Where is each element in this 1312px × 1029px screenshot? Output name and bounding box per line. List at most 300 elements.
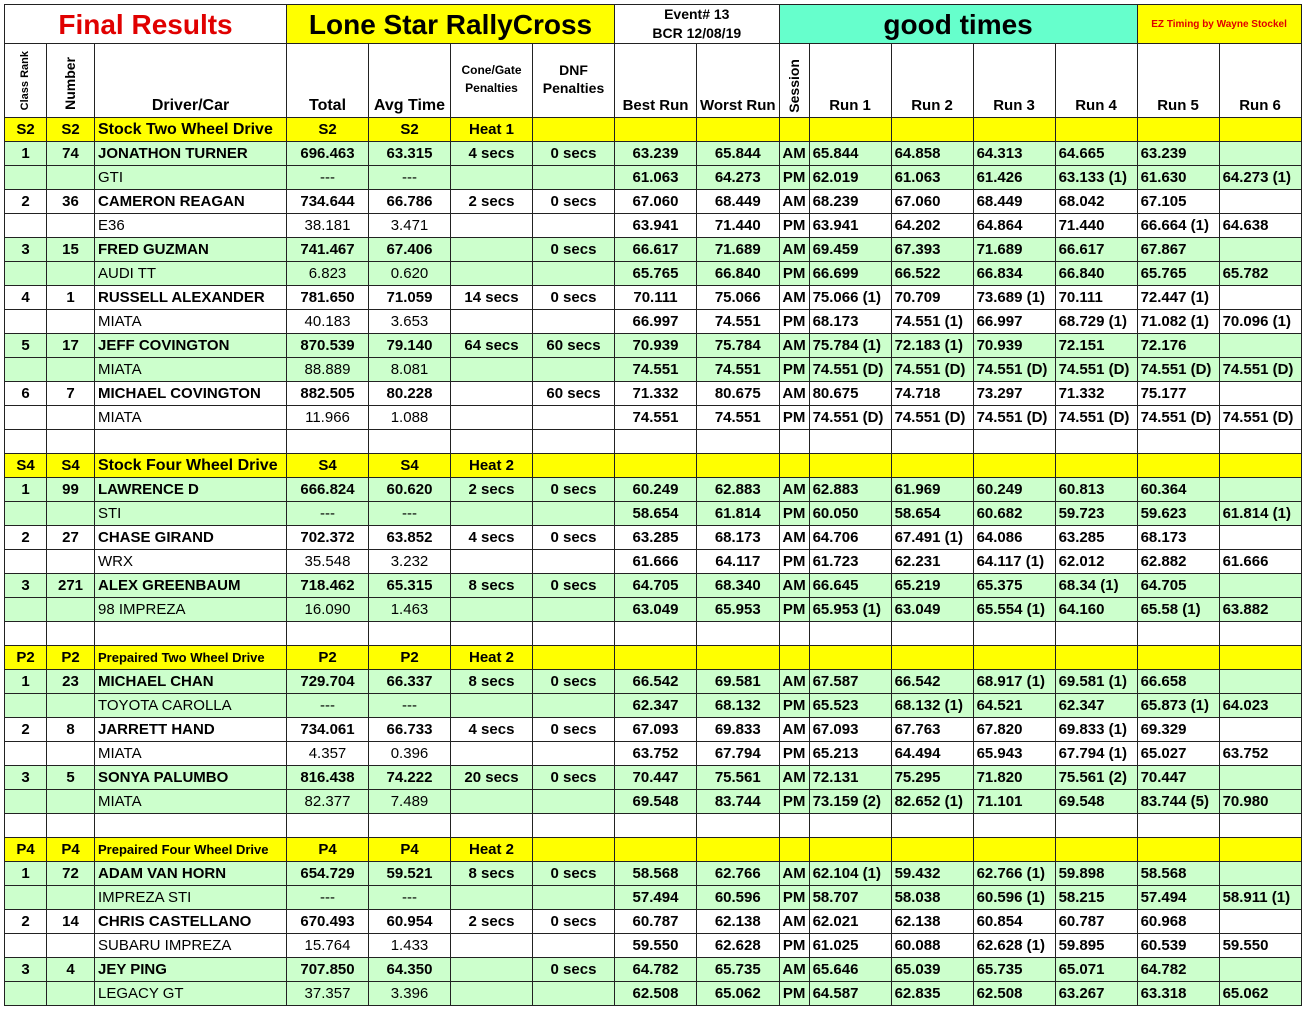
run-time: 64.160 <box>1055 598 1137 622</box>
driver-row <box>5 766 1302 790</box>
run-time <box>1219 238 1301 262</box>
run-time: 67.393 <box>891 238 973 262</box>
empty-cell <box>451 406 533 430</box>
best-run: 63.049 <box>615 598 697 622</box>
cone-penalties <box>451 238 533 262</box>
time-behind: --- <box>287 502 369 526</box>
total-time: 729.704 <box>287 670 369 694</box>
run-time: 61.426 <box>973 166 1055 190</box>
driver-name: CHRIS CASTELLANO <box>95 910 287 934</box>
avg-behind: --- <box>369 694 451 718</box>
run-time: 60.539 <box>1137 934 1219 958</box>
empty-cell <box>533 358 615 382</box>
empty-cell <box>5 430 47 454</box>
avg-behind: 1.433 <box>369 934 451 958</box>
run-time: 62.835 <box>891 982 973 1006</box>
best-run: 69.548 <box>615 790 697 814</box>
avg-time: 74.222 <box>369 766 451 790</box>
driver-row <box>5 910 1302 934</box>
avg-behind: 0.396 <box>369 742 451 766</box>
car-model: MIATA <box>95 310 287 334</box>
empty-cell <box>1219 118 1301 142</box>
empty-cell <box>809 118 891 142</box>
run-time <box>1219 526 1301 550</box>
empty-cell <box>533 550 615 574</box>
avg-time: 66.733 <box>369 718 451 742</box>
run-time: 63.267 <box>1055 982 1137 1006</box>
heat-label: Heat 2 <box>451 646 533 670</box>
worst-run: 80.675 <box>697 382 780 406</box>
worst-run: 71.689 <box>697 238 780 262</box>
best-run: 61.666 <box>615 550 697 574</box>
run-time: 80.675 <box>809 382 891 406</box>
run-time: 65.071 <box>1055 958 1137 982</box>
car-number: 271 <box>47 574 95 598</box>
car-model: E36 <box>95 214 287 238</box>
empty-cell <box>47 934 95 958</box>
run-time: 67.093 <box>809 718 891 742</box>
empty-cell <box>779 118 809 142</box>
heat-label: Heat 2 <box>451 454 533 478</box>
class-rank: 4 <box>5 286 47 310</box>
empty-cell <box>1055 454 1137 478</box>
worst-run: 62.766 <box>697 862 780 886</box>
worst-run: 69.833 <box>697 718 780 742</box>
run-time: 58.215 <box>1055 886 1137 910</box>
driver-row <box>5 574 1302 598</box>
class-rank: 6 <box>5 382 47 406</box>
run-time: 65.873 (1) <box>1137 694 1219 718</box>
session-pm: PM <box>779 214 809 238</box>
session-pm: PM <box>779 886 809 910</box>
run-time: 66.542 <box>891 670 973 694</box>
session-am: AM <box>779 526 809 550</box>
empty-cell <box>891 838 973 862</box>
car-number: 36 <box>47 190 95 214</box>
avg-behind: 0.620 <box>369 262 451 286</box>
run-time: 75.295 <box>891 766 973 790</box>
worst-run: 68.173 <box>697 526 780 550</box>
time-behind: 11.966 <box>287 406 369 430</box>
col-run-6: Run 6 <box>1219 44 1301 118</box>
empty-cell <box>533 622 615 646</box>
empty-cell <box>779 622 809 646</box>
class-code: S2 <box>5 118 47 142</box>
run-time: 67.060 <box>891 190 973 214</box>
session-am: AM <box>779 670 809 694</box>
run-time: 71.689 <box>973 238 1055 262</box>
run-time: 74.551 (D) <box>1219 358 1301 382</box>
session-am: AM <box>779 238 809 262</box>
session-pm: PM <box>779 358 809 382</box>
run-time: 69.459 <box>809 238 891 262</box>
driver-row <box>5 526 1302 550</box>
avg-behind: 1.463 <box>369 598 451 622</box>
run-time: 58.654 <box>891 502 973 526</box>
empty-cell <box>697 622 780 646</box>
car-row <box>5 502 1302 526</box>
session-am: AM <box>779 334 809 358</box>
total-time: 741.467 <box>287 238 369 262</box>
empty-cell <box>533 598 615 622</box>
run-time: 66.997 <box>973 310 1055 334</box>
avg-time: 66.337 <box>369 670 451 694</box>
empty-cell <box>451 166 533 190</box>
driver-name: SONYA PALUMBO <box>95 766 287 790</box>
car-number: 17 <box>47 334 95 358</box>
class-rank: 3 <box>5 766 47 790</box>
best-run: 70.939 <box>615 334 697 358</box>
run-time: 71.820 <box>973 766 1055 790</box>
empty-cell <box>533 430 615 454</box>
cone-gate-label: Cone/Gate Penalties <box>461 63 522 95</box>
run-time: 62.628 (1) <box>973 934 1055 958</box>
run-time: 70.939 <box>973 334 1055 358</box>
empty-cell <box>697 454 780 478</box>
empty-cell <box>1137 454 1219 478</box>
class-code: S4 <box>5 454 47 478</box>
best-run: 70.111 <box>615 286 697 310</box>
best-run: 66.617 <box>615 238 697 262</box>
empty-cell <box>533 934 615 958</box>
total-time: 707.850 <box>287 958 369 982</box>
run-time: 63.049 <box>891 598 973 622</box>
empty-cell <box>287 814 369 838</box>
empty-cell <box>1137 838 1219 862</box>
car-row <box>5 598 1302 622</box>
total-time: 654.729 <box>287 862 369 886</box>
col-cone-gate <box>451 44 533 118</box>
driver-name: CHASE GIRAND <box>95 526 287 550</box>
empty-cell <box>47 214 95 238</box>
dnf-penalties: 0 secs <box>533 574 615 598</box>
session-am: AM <box>779 574 809 598</box>
class-code: P2 <box>47 646 95 670</box>
run-time <box>1219 766 1301 790</box>
driver-row <box>5 478 1302 502</box>
worst-run: 75.066 <box>697 286 780 310</box>
driver-name: ADAM VAN HORN <box>95 862 287 886</box>
empty-cell <box>451 598 533 622</box>
run-time <box>1219 142 1301 166</box>
run-time: 64.782 <box>1137 958 1219 982</box>
dnf-penalties: 0 secs <box>533 718 615 742</box>
driver-name: JONATHON TURNER <box>95 142 287 166</box>
avg-time: 60.620 <box>369 478 451 502</box>
run-time: 60.088 <box>891 934 973 958</box>
empty-cell <box>779 814 809 838</box>
car-model: WRX <box>95 550 287 574</box>
run-time: 65.943 <box>973 742 1055 766</box>
car-number: 14 <box>47 910 95 934</box>
empty-cell <box>1137 622 1219 646</box>
empty-cell <box>451 550 533 574</box>
run-time: 74.551 (D) <box>1219 406 1301 430</box>
run-time: 62.508 <box>973 982 1055 1006</box>
empty-cell <box>5 262 47 286</box>
run-time: 67.105 <box>1137 190 1219 214</box>
avg-time: 66.786 <box>369 190 451 214</box>
run-time: 74.551 (D) <box>1055 358 1137 382</box>
time-behind: --- <box>287 694 369 718</box>
run-time: 70.980 <box>1219 790 1301 814</box>
car-model: MIATA <box>95 742 287 766</box>
car-row <box>5 790 1302 814</box>
total-time: 702.372 <box>287 526 369 550</box>
run-time: 68.132 (1) <box>891 694 973 718</box>
class-header-row <box>5 118 1302 142</box>
run-time: 61.025 <box>809 934 891 958</box>
car-model: MIATA <box>95 790 287 814</box>
avg-behind: 7.489 <box>369 790 451 814</box>
cone-penalties: 8 secs <box>451 574 533 598</box>
class-code: S4 <box>369 454 451 478</box>
total-time: 734.061 <box>287 718 369 742</box>
driver-row <box>5 190 1302 214</box>
empty-cell <box>809 814 891 838</box>
best-run: 74.551 <box>615 406 697 430</box>
cone-penalties: 64 secs <box>451 334 533 358</box>
time-behind: 4.357 <box>287 742 369 766</box>
class-code: P4 <box>5 838 47 862</box>
empty-cell <box>533 742 615 766</box>
empty-cell <box>779 838 809 862</box>
cone-penalties: 8 secs <box>451 862 533 886</box>
worst-run: 65.953 <box>697 598 780 622</box>
run-time: 74.551 (D) <box>973 358 1055 382</box>
car-model: MIATA <box>95 406 287 430</box>
avg-time: 71.059 <box>369 286 451 310</box>
car-model: AUDI TT <box>95 262 287 286</box>
worst-run: 62.628 <box>697 934 780 958</box>
empty-cell <box>533 214 615 238</box>
run-time: 62.019 <box>809 166 891 190</box>
empty-cell <box>1219 838 1301 862</box>
worst-run: 64.273 <box>697 166 780 190</box>
run-time: 70.447 <box>1137 766 1219 790</box>
empty-cell <box>1055 814 1137 838</box>
empty-cell <box>973 814 1055 838</box>
best-run: 67.060 <box>615 190 697 214</box>
driver-row <box>5 958 1302 982</box>
empty-cell <box>973 622 1055 646</box>
best-run: 63.239 <box>615 142 697 166</box>
run-time: 69.548 <box>1055 790 1137 814</box>
class-rank: 2 <box>5 526 47 550</box>
empty-cell <box>47 358 95 382</box>
driver-name: ALEX GREENBAUM <box>95 574 287 598</box>
run-time: 70.709 <box>891 286 973 310</box>
car-number: 1 <box>47 286 95 310</box>
empty-cell <box>809 838 891 862</box>
number-label: Number <box>62 57 78 110</box>
empty-cell <box>47 262 95 286</box>
driver-row <box>5 718 1302 742</box>
run-time: 68.042 <box>1055 190 1137 214</box>
best-run: 61.063 <box>615 166 697 190</box>
class-rank: 3 <box>5 574 47 598</box>
run-time: 68.173 <box>809 310 891 334</box>
class-rank: 1 <box>5 142 47 166</box>
worst-run: 68.340 <box>697 574 780 598</box>
run-time: 68.917 (1) <box>973 670 1055 694</box>
col-run-3: Run 3 <box>973 44 1055 118</box>
empty-cell <box>1055 622 1137 646</box>
empty-cell <box>451 262 533 286</box>
run-time <box>1219 718 1301 742</box>
col-avg-time: Avg Time <box>369 44 451 118</box>
empty-cell <box>47 550 95 574</box>
worst-run: 74.551 <box>697 406 780 430</box>
run-time: 64.086 <box>973 526 1055 550</box>
empty-cell <box>973 430 1055 454</box>
cone-penalties: 14 secs <box>451 286 533 310</box>
avg-behind: --- <box>369 502 451 526</box>
empty-cell <box>5 694 47 718</box>
empty-cell <box>1055 838 1137 862</box>
class-rank: 3 <box>5 238 47 262</box>
run-time: 60.854 <box>973 910 1055 934</box>
run-time: 68.729 (1) <box>1055 310 1137 334</box>
empty-cell <box>697 118 780 142</box>
run-time: 64.705 <box>1137 574 1219 598</box>
run-time: 65.062 <box>1219 982 1301 1006</box>
run-time: 65.58 (1) <box>1137 598 1219 622</box>
best-run: 64.782 <box>615 958 697 982</box>
dnf-penalties: 0 secs <box>533 766 615 790</box>
car-number: 8 <box>47 718 95 742</box>
empty-cell <box>533 262 615 286</box>
run-time: 71.440 <box>1055 214 1137 238</box>
avg-time: 65.315 <box>369 574 451 598</box>
event-number: Event# 13 <box>664 6 730 22</box>
car-row <box>5 886 1302 910</box>
run-time: 65.646 <box>809 958 891 982</box>
empty-cell <box>697 838 780 862</box>
empty-cell <box>47 742 95 766</box>
empty-cell <box>1055 646 1137 670</box>
run-time: 63.285 <box>1055 526 1137 550</box>
empty-cell <box>369 814 451 838</box>
col-worst-run: Worst Run <box>697 44 780 118</box>
empty-cell <box>369 622 451 646</box>
car-row <box>5 934 1302 958</box>
empty-cell <box>615 646 697 670</box>
driver-row <box>5 862 1302 886</box>
empty-cell <box>533 886 615 910</box>
empty-cell <box>369 430 451 454</box>
run-time: 65.735 <box>973 958 1055 982</box>
session-pm: PM <box>779 262 809 286</box>
event-title: Lone Star RallyCross <box>287 5 615 44</box>
empty-cell <box>287 622 369 646</box>
session-am: AM <box>779 478 809 502</box>
run-time <box>1219 382 1301 406</box>
worst-run: 75.561 <box>697 766 780 790</box>
run-time: 67.763 <box>891 718 973 742</box>
empty-cell <box>697 430 780 454</box>
run-time: 66.658 <box>1137 670 1219 694</box>
run-time: 65.782 <box>1219 262 1301 286</box>
run-time: 62.138 <box>891 910 973 934</box>
avg-behind: 3.396 <box>369 982 451 1006</box>
class-code: S2 <box>287 118 369 142</box>
empty-cell <box>891 814 973 838</box>
cone-penalties: 2 secs <box>451 478 533 502</box>
empty-cell <box>533 118 615 142</box>
time-behind: 35.548 <box>287 550 369 574</box>
class-header-row <box>5 646 1302 670</box>
best-run: 57.494 <box>615 886 697 910</box>
run-time: 58.707 <box>809 886 891 910</box>
worst-run: 64.117 <box>697 550 780 574</box>
empty-cell <box>47 598 95 622</box>
col-dnf <box>533 44 615 118</box>
session-pm: PM <box>779 406 809 430</box>
run-time: 66.699 <box>809 262 891 286</box>
empty-cell <box>5 886 47 910</box>
time-behind: 38.181 <box>287 214 369 238</box>
run-time: 59.432 <box>891 862 973 886</box>
col-run-5: Run 5 <box>1137 44 1219 118</box>
car-model: GTI <box>95 166 287 190</box>
empty-cell <box>697 814 780 838</box>
driver-name: CAMERON REAGAN <box>95 190 287 214</box>
empty-cell <box>891 118 973 142</box>
empty-cell <box>1219 430 1301 454</box>
cone-penalties: 20 secs <box>451 766 533 790</box>
spacer-row <box>5 622 1302 646</box>
class-rank: 1 <box>5 862 47 886</box>
car-row <box>5 742 1302 766</box>
worst-run: 65.062 <box>697 982 780 1006</box>
time-behind: 82.377 <box>287 790 369 814</box>
empty-cell <box>533 694 615 718</box>
driver-name: JARRETT HAND <box>95 718 287 742</box>
car-model: TOYOTA CAROLLA <box>95 694 287 718</box>
run-time: 63.133 (1) <box>1055 166 1137 190</box>
dnf-penalties: 0 secs <box>533 670 615 694</box>
run-time: 62.012 <box>1055 550 1137 574</box>
best-run: 67.093 <box>615 718 697 742</box>
session-label: Session <box>785 59 802 113</box>
empty-cell <box>47 982 95 1006</box>
worst-run: 69.581 <box>697 670 780 694</box>
cone-penalties <box>451 382 533 406</box>
run-time: 61.814 (1) <box>1219 502 1301 526</box>
dnf-penalties: 0 secs <box>533 910 615 934</box>
empty-cell <box>5 310 47 334</box>
empty-cell <box>5 358 47 382</box>
run-time: 62.883 <box>809 478 891 502</box>
worst-run: 75.784 <box>697 334 780 358</box>
run-time: 64.494 <box>891 742 973 766</box>
cone-penalties: 2 secs <box>451 910 533 934</box>
best-run: 58.654 <box>615 502 697 526</box>
empty-cell <box>47 694 95 718</box>
empty-cell <box>891 646 973 670</box>
empty-cell <box>451 430 533 454</box>
total-time: 670.493 <box>287 910 369 934</box>
empty-cell <box>451 814 533 838</box>
run-time: 70.111 <box>1055 286 1137 310</box>
run-time: 58.911 (1) <box>1219 886 1301 910</box>
empty-cell <box>779 430 809 454</box>
car-number: 23 <box>47 670 95 694</box>
empty-cell <box>615 430 697 454</box>
run-time <box>1219 670 1301 694</box>
run-time: 59.623 <box>1137 502 1219 526</box>
